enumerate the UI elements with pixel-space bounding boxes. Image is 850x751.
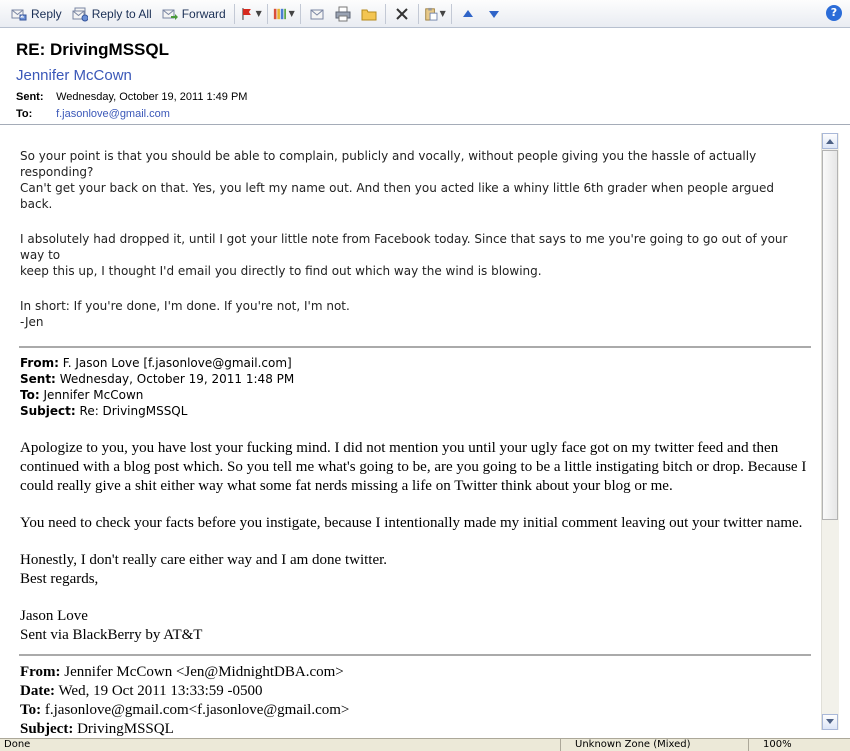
toolbar-separator bbox=[418, 4, 419, 24]
quoted-from-label: From: bbox=[20, 356, 59, 370]
quoted-subject-row bbox=[20, 403, 294, 419]
folder-icon bbox=[361, 6, 377, 22]
original-to-value: f.jasonlove@gmail.com<f.jasonlove@gmail.com> bbox=[44, 702, 350, 718]
chevron-down-icon: ▼ bbox=[255, 9, 262, 18]
quoted-sent-label: Sent: bbox=[20, 372, 56, 386]
quoted-from-value: F. Jason Love [f.jasonlove@gmail.com] bbox=[62, 356, 292, 370]
quoted-sent-value: Wednesday, October 19, 2011 1:48 PM bbox=[59, 372, 295, 386]
divider bbox=[19, 346, 811, 348]
text-line: Can't get your back on that. Yes, you left my name out. And then you acted like a whiny little 6th grader when people argued back. bbox=[20, 181, 774, 211]
text-line: In short: If you're done, I'm done. If you're not, I'm not. bbox=[20, 299, 350, 313]
delete-button[interactable] bbox=[391, 3, 413, 25]
printer-icon bbox=[335, 6, 351, 22]
arrow-up-icon bbox=[826, 138, 834, 144]
scroll-up-button[interactable] bbox=[822, 133, 838, 149]
quoted-subject-label: Subject: bbox=[20, 404, 76, 418]
forward-icon bbox=[162, 6, 178, 22]
delete-icon bbox=[395, 7, 409, 21]
message-header bbox=[0, 29, 850, 125]
clipboard-icon bbox=[424, 6, 438, 22]
original-subject-value: DrivingMSSQL bbox=[77, 721, 174, 737]
next-item-button[interactable] bbox=[483, 3, 505, 25]
sent-row bbox=[16, 91, 247, 103]
arrow-up-icon bbox=[461, 7, 475, 21]
text-line: Sent via BlackBerry by AT&T bbox=[20, 627, 203, 643]
toolbar-separator bbox=[300, 4, 301, 24]
message-body bbox=[0, 126, 820, 738]
zoom-level[interactable]: 100% bbox=[748, 739, 792, 751]
text-line: Jason Love bbox=[20, 608, 88, 624]
signature bbox=[20, 607, 810, 645]
reply-text bbox=[20, 148, 810, 349]
paragraph bbox=[20, 231, 810, 279]
paragraph bbox=[20, 439, 810, 496]
text-line: Best regards, bbox=[20, 571, 99, 587]
chevron-down-icon: ▼ bbox=[439, 9, 446, 18]
status-text: Done bbox=[4, 739, 31, 750]
paragraph bbox=[20, 298, 810, 330]
flag-button[interactable] bbox=[240, 3, 262, 25]
quoted-to-row bbox=[20, 387, 294, 403]
previous-item-button[interactable] bbox=[457, 3, 479, 25]
text-line: keep this up, I thought I'd email you directly to find out which way the wind is blowing. bbox=[20, 264, 542, 278]
toolbar-separator bbox=[234, 4, 235, 24]
reply-icon bbox=[11, 6, 27, 22]
toolbar bbox=[0, 0, 850, 28]
message-subject: RE: DrivingMSSQL bbox=[16, 40, 170, 59]
flag-icon bbox=[240, 7, 254, 21]
sent-value: Wednesday, October 19, 2011 1:49 PM bbox=[56, 91, 248, 103]
toolbar-separator bbox=[451, 4, 452, 24]
text-line: -Jen bbox=[20, 315, 44, 329]
quoted-sent-row bbox=[20, 371, 294, 387]
original-subject-row bbox=[20, 720, 349, 738]
reply-button[interactable] bbox=[6, 2, 67, 26]
forward-label: Forward bbox=[181, 6, 226, 21]
original-date-label: Date: bbox=[20, 683, 55, 699]
original-date-value: Wed, 19 Oct 2011 13:33:59 -0500 bbox=[58, 683, 263, 699]
reply-label: Reply bbox=[31, 6, 62, 21]
mail-options-button[interactable] bbox=[306, 3, 328, 25]
text-line: You need to check your facts before you instigate, because I intentionally made my initial comment leaving out your twitter name. bbox=[20, 515, 803, 531]
toolbar-separator bbox=[385, 4, 386, 24]
reply-all-label: Reply to All bbox=[91, 6, 152, 21]
scroll-thumb[interactable] bbox=[822, 150, 838, 520]
original-from-label: From: bbox=[20, 664, 61, 680]
scroll-down-button[interactable] bbox=[822, 714, 838, 730]
text-line: Honestly, I don't really care either way and I am done twitter. bbox=[20, 552, 388, 568]
to-row bbox=[16, 108, 170, 120]
text-line: So your point is that you should be able to complain, publicly and vocally, without people giving you the hassle of actually responding? bbox=[20, 149, 757, 179]
message-sender[interactable]: Jennifer McCown bbox=[16, 67, 132, 84]
quoted-original-header bbox=[20, 663, 349, 738]
arrow-down-icon bbox=[487, 7, 501, 21]
print-button[interactable] bbox=[332, 3, 354, 25]
text-line: I absolutely had dropped it, until I got your little note from Facebook today. Since that says to me you're going to go out of your way to bbox=[20, 232, 788, 262]
help-icon[interactable]: ? bbox=[826, 5, 842, 21]
reply-all-button[interactable] bbox=[67, 2, 157, 26]
to-label: To: bbox=[16, 108, 33, 120]
status-bar bbox=[0, 738, 850, 751]
quoted-text bbox=[20, 439, 810, 663]
quoted-subject-value: Re: DrivingMSSQL bbox=[79, 404, 188, 418]
actions-button[interactable] bbox=[424, 3, 446, 25]
sent-label: Sent: bbox=[16, 91, 44, 103]
original-to-row bbox=[20, 701, 349, 720]
quoted-header bbox=[20, 355, 294, 419]
vertical-scrollbar[interactable] bbox=[821, 133, 839, 730]
original-from-row bbox=[20, 663, 349, 682]
envelope-icon bbox=[309, 6, 325, 22]
security-zone: Unknown Zone (Mixed) bbox=[560, 739, 691, 751]
arrow-down-icon bbox=[826, 719, 834, 725]
paragraph bbox=[20, 551, 810, 589]
original-subject-label: Subject: bbox=[20, 721, 74, 737]
forward-button[interactable] bbox=[157, 2, 231, 26]
original-to-label: To: bbox=[20, 702, 42, 718]
categorize-icon bbox=[273, 7, 287, 21]
text-line: continued with a blog post which. So you tell me what's going to be, are you going to be a little instigating bitch or drop. Because I bbox=[20, 459, 807, 475]
move-to-folder-button[interactable] bbox=[358, 3, 380, 25]
paragraph bbox=[20, 148, 810, 212]
quoted-from-row bbox=[20, 355, 294, 371]
quoted-to-label: To: bbox=[20, 388, 40, 402]
text-line: could really give a shit either way what some fat nerds missing a life on Twitter think about your blog or me. bbox=[20, 478, 673, 494]
quoted-to-value: Jennifer McCown bbox=[43, 388, 144, 402]
divider bbox=[19, 654, 811, 656]
paragraph bbox=[20, 514, 810, 533]
chevron-down-icon: ▼ bbox=[288, 9, 295, 18]
to-value[interactable]: f.jasonlove@gmail.com bbox=[56, 108, 170, 120]
reply-all-icon bbox=[72, 6, 88, 22]
text-line: Apologize to you, you have lost your fucking mind. I did not mention you until your ugly face got on my twitter feed and then bbox=[20, 440, 779, 456]
original-date-row bbox=[20, 682, 349, 701]
categorize-button[interactable] bbox=[273, 3, 295, 25]
toolbar-separator bbox=[267, 4, 268, 24]
original-from-value: Jennifer McCown <Jen@MidnightDBA.com> bbox=[64, 664, 344, 680]
